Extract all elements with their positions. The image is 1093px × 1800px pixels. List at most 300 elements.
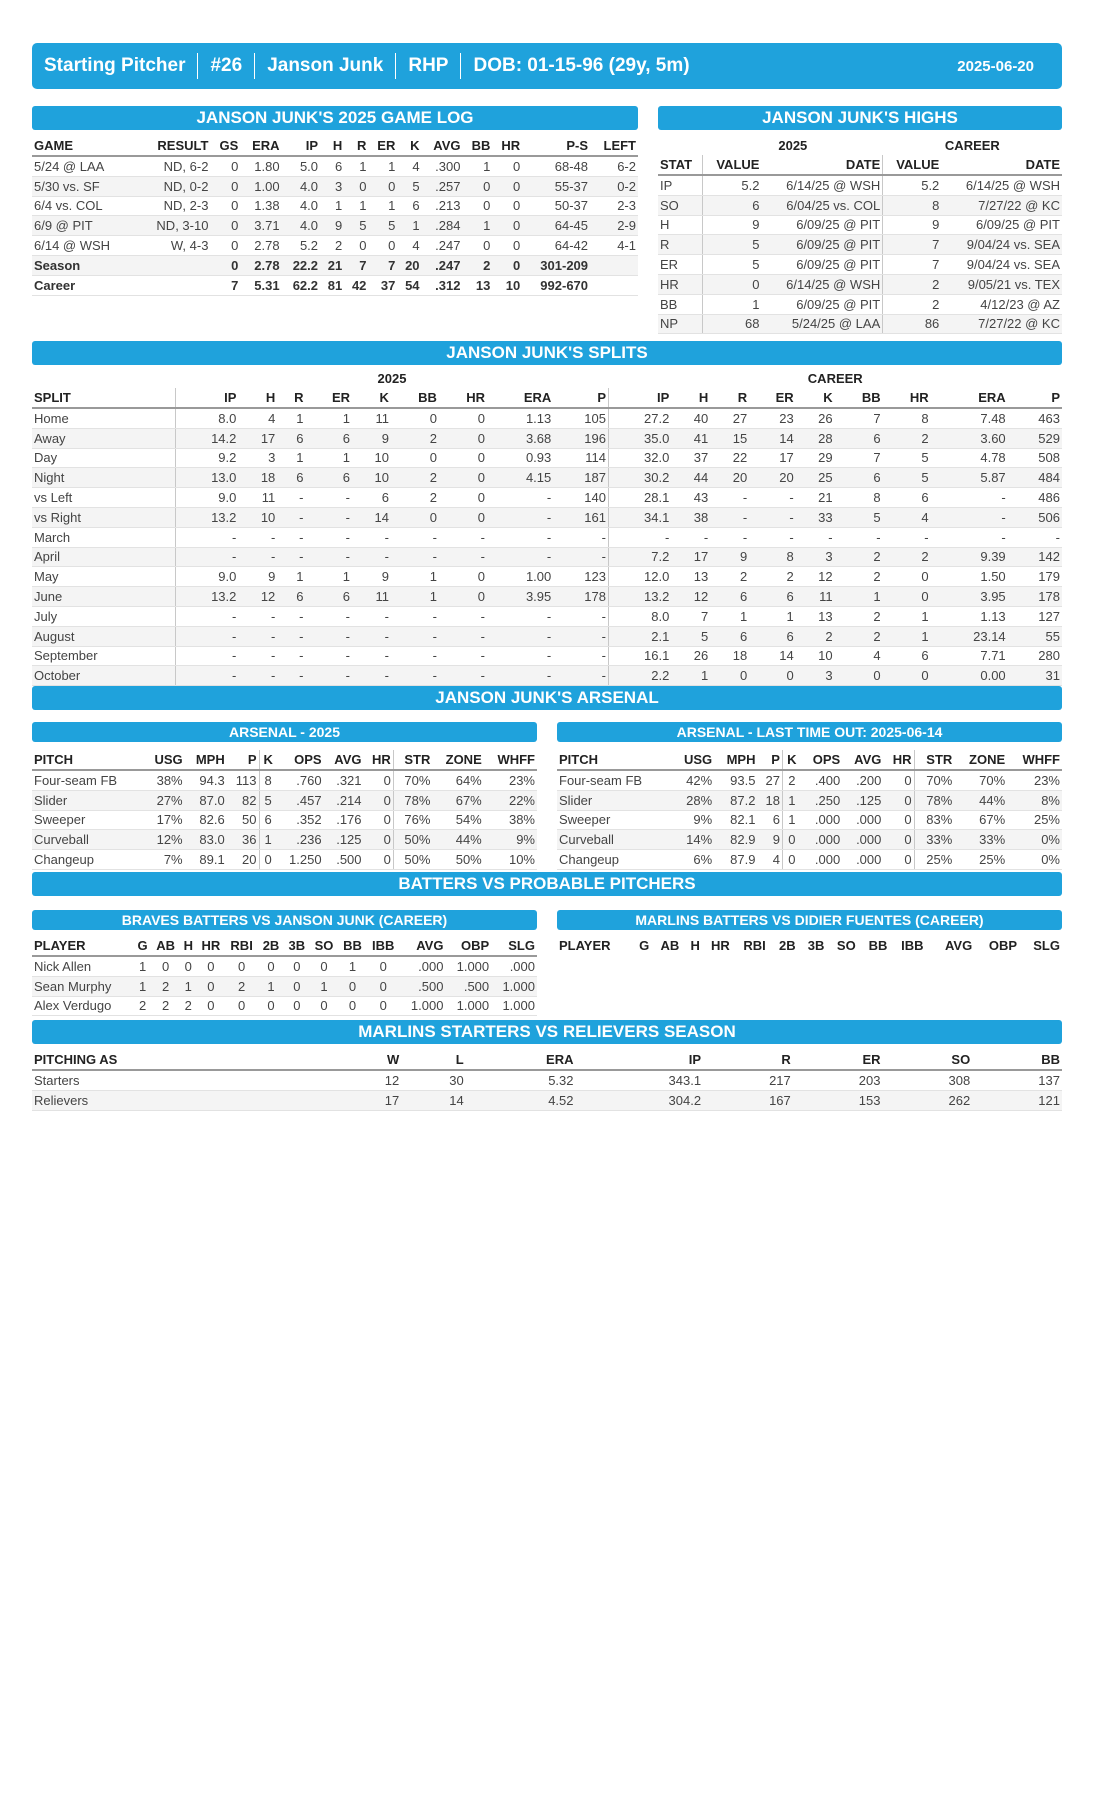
- table-cell: -: [306, 626, 353, 646]
- table-cell: 0: [197, 996, 225, 1016]
- table-cell: -: [391, 606, 439, 626]
- column-header: ER: [793, 1050, 883, 1070]
- table-cell: 28.1: [609, 488, 672, 508]
- table-cell: 4/12/23 @ AZ: [941, 294, 1062, 314]
- table-cell: 1.000: [400, 996, 446, 1016]
- column-header: AVG: [324, 750, 364, 770]
- table-cell: 6: [277, 587, 305, 607]
- game-log-section: [32, 106, 638, 296]
- table-cell: 62.2: [282, 275, 320, 295]
- table-cell: Nick Allen: [32, 956, 134, 976]
- table-cell: .000: [801, 810, 842, 830]
- table-cell: 0: [364, 770, 394, 790]
- table-cell: -: [277, 626, 305, 646]
- table-cell: 6: [306, 587, 353, 607]
- table-cell: -: [553, 646, 608, 666]
- table-cell: 3.71: [240, 216, 281, 236]
- table-cell: 0: [391, 507, 439, 527]
- table-cell: 9: [352, 567, 391, 587]
- column-header: PITCH: [557, 750, 672, 770]
- table-cell: 0: [782, 850, 800, 870]
- table-cell: 179: [1008, 567, 1062, 587]
- table-cell: 0: [368, 236, 397, 256]
- column-header: G: [134, 936, 152, 956]
- table-cell: .214: [324, 790, 364, 810]
- table-cell: R: [658, 235, 703, 255]
- table-cell: 0: [492, 236, 522, 256]
- table-cell: 5: [397, 176, 421, 196]
- table-cell: 38%: [143, 770, 184, 790]
- table-cell: 7.2: [609, 547, 672, 567]
- table-cell: 6/04/25 vs. COL: [761, 195, 882, 215]
- table-cell: 27.2: [609, 408, 672, 428]
- column-header: W: [337, 1050, 401, 1070]
- column-header: SLG: [1033, 938, 1060, 953]
- banner-dob: DOB: 01-15-96 (29y, 5m): [460, 53, 701, 79]
- column-header: IBB: [367, 936, 400, 956]
- column-header: OPS: [801, 750, 842, 770]
- table-cell: 1: [180, 976, 197, 996]
- table-cell: -: [439, 547, 487, 567]
- table-cell: Curveball: [32, 830, 143, 850]
- table-cell: 7/27/22 @ KC: [941, 314, 1062, 334]
- table-cell: HR: [658, 274, 703, 294]
- column-header: GAME: [32, 136, 137, 156]
- table-cell: -: [391, 547, 439, 567]
- banner-role: Starting Pitcher: [44, 55, 186, 76]
- table-cell: 1: [391, 567, 439, 587]
- table-cell: 0: [210, 196, 240, 216]
- table-cell: -: [238, 666, 277, 686]
- table-cell: -: [277, 507, 305, 527]
- table-cell: 1: [368, 196, 397, 216]
- table-cell: 1: [462, 216, 492, 236]
- column-header: PLAYER: [32, 936, 134, 956]
- table-row: [32, 666, 1062, 686]
- table-cell: 70%: [954, 770, 1007, 790]
- table-cell: 2: [320, 236, 344, 256]
- column-header: GS: [210, 136, 240, 156]
- table-cell: 0: [364, 850, 394, 870]
- table-cell: 6/9 @ PIT: [32, 216, 137, 236]
- table-cell: NP: [658, 314, 703, 334]
- table-cell: 142: [1008, 547, 1062, 567]
- table-cell: 6: [757, 810, 782, 830]
- table-cell: 1: [320, 196, 344, 216]
- table-cell: -: [487, 626, 553, 646]
- table-cell: 13: [671, 567, 710, 587]
- highs-group-career: CAREER: [944, 138, 1000, 153]
- column-header: K: [397, 136, 421, 156]
- table-cell: 44%: [954, 790, 1007, 810]
- table-cell: Slider: [32, 790, 143, 810]
- table-row: [658, 294, 1062, 314]
- table-cell: 2-3: [590, 196, 638, 216]
- table-cell: 87.9: [714, 850, 757, 870]
- table-cell: 6: [883, 488, 931, 508]
- table-cell: 0: [344, 176, 368, 196]
- table-cell: 0: [703, 274, 762, 294]
- table-cell: 113: [227, 770, 259, 790]
- table-cell: -: [391, 666, 439, 686]
- table-cell: 10%: [484, 850, 537, 870]
- table-cell: -: [439, 606, 487, 626]
- table-cell: 1: [782, 790, 800, 810]
- table-row: [557, 790, 1062, 810]
- table-cell: Slider: [557, 790, 672, 810]
- table-cell: 0%: [1007, 830, 1062, 850]
- table-cell: 4: [835, 646, 883, 666]
- table-cell: 82.6: [185, 810, 227, 830]
- table-cell: 82.9: [714, 830, 757, 850]
- table-cell: 1.38: [240, 196, 281, 216]
- table-cell: .000: [801, 850, 842, 870]
- table-cell: 20: [397, 255, 421, 275]
- table-cell: Sweeper: [557, 810, 672, 830]
- table-cell: 0: [439, 448, 487, 468]
- table-cell: 41: [671, 428, 710, 448]
- column-header: BB: [391, 388, 439, 408]
- table-cell: 0.93: [487, 448, 553, 468]
- table-cell: -: [609, 527, 672, 547]
- table-cell: 3: [238, 448, 277, 468]
- table-cell: 1: [883, 606, 931, 626]
- column-header: R: [277, 388, 305, 408]
- table-cell: 0: [462, 176, 492, 196]
- column-header: P: [757, 750, 782, 770]
- bvp-section: [32, 872, 1062, 896]
- table-cell: W, 4-3: [137, 236, 210, 256]
- column-header: PITCH: [32, 750, 143, 770]
- column-header: R: [703, 1050, 793, 1070]
- table-cell: .000: [400, 956, 446, 976]
- column-header: IP: [609, 388, 672, 408]
- column-header: ERA: [487, 388, 553, 408]
- table-cell: -: [277, 666, 305, 686]
- column-header: ERA: [240, 136, 281, 156]
- table-cell: 1: [134, 976, 152, 996]
- table-cell: -: [710, 507, 749, 527]
- table-cell: 9: [757, 830, 782, 850]
- table-row: [32, 255, 638, 275]
- table-cell: 89.1: [185, 850, 227, 870]
- table-cell: 9: [883, 215, 942, 235]
- table-cell: 9%: [484, 830, 537, 850]
- table-cell: 7: [883, 255, 942, 275]
- table-cell: 0: [883, 790, 914, 810]
- column-header: AVG: [944, 938, 973, 953]
- table-cell: 2-9: [590, 216, 638, 236]
- table-cell: -: [553, 547, 608, 567]
- table-cell: 28%: [672, 790, 714, 810]
- table-cell: 0: [368, 176, 397, 196]
- table-cell: 1: [258, 976, 284, 996]
- table-cell: 9.39: [931, 547, 1008, 567]
- table-cell: 0-2: [590, 176, 638, 196]
- table-cell: [137, 275, 210, 295]
- table-cell: 301-209: [522, 255, 590, 275]
- table-cell: 17: [337, 1090, 401, 1110]
- table-cell: .500: [400, 976, 446, 996]
- table-cell: 87.2: [714, 790, 757, 810]
- table-row: [658, 255, 1062, 275]
- arsenal-season-section: [32, 722, 537, 870]
- table-cell: -: [306, 646, 353, 666]
- table-cell: -: [931, 527, 1008, 547]
- table-cell: 1: [883, 626, 931, 646]
- table-cell: 4.0: [282, 216, 320, 236]
- table-cell: 203: [793, 1070, 883, 1090]
- table-cell: 0: [883, 587, 931, 607]
- table-cell: 22%: [484, 790, 537, 810]
- table-cell: 14%: [672, 830, 714, 850]
- column-header: P: [227, 750, 259, 770]
- table-cell: 4.0: [282, 196, 320, 216]
- table-cell: .000: [842, 830, 883, 850]
- table-cell: 343.1: [576, 1070, 704, 1090]
- table-cell: 308: [883, 1070, 973, 1090]
- table-cell: 1: [306, 408, 353, 428]
- table-cell: -: [1008, 527, 1062, 547]
- table-cell: 13: [796, 606, 835, 626]
- table-cell: [137, 255, 210, 275]
- table-cell: .213: [422, 196, 463, 216]
- table-cell: 6: [835, 428, 883, 448]
- table-cell: 0: [367, 956, 400, 976]
- table-cell: Changeup: [557, 850, 672, 870]
- arsenal-last-title: ARSENAL - LAST TIME OUT: 2025-06-14: [557, 722, 1062, 742]
- pitcher-banner: [32, 43, 1062, 89]
- table-cell: 8: [749, 547, 796, 567]
- table-cell: -: [306, 527, 353, 547]
- table-cell: 13: [462, 275, 492, 295]
- table-cell: 7: [368, 255, 397, 275]
- table-cell: 2: [883, 294, 942, 314]
- table-cell: 20: [749, 468, 796, 488]
- table-row: [32, 850, 537, 870]
- table-cell: 7%: [143, 850, 184, 870]
- table-row: [557, 850, 1062, 870]
- table-cell: 0: [364, 790, 394, 810]
- table-cell: 29: [796, 448, 835, 468]
- table-row: [557, 770, 1062, 790]
- table-cell: Season: [32, 255, 137, 275]
- table-cell: 6/09/25 @ PIT: [941, 215, 1062, 235]
- table-cell: Day: [32, 448, 176, 468]
- table-cell: 3.95: [487, 587, 553, 607]
- column-header: MPH: [185, 750, 227, 770]
- table-cell: -: [352, 606, 391, 626]
- table-cell: 4: [397, 156, 421, 176]
- table-cell: 1: [259, 830, 277, 850]
- table-cell: 20: [227, 850, 259, 870]
- table-cell: 4: [397, 236, 421, 256]
- arsenal-title: JANSON JUNK'S ARSENAL: [32, 686, 1062, 710]
- table-cell: 14: [749, 428, 796, 448]
- table-cell: 8: [883, 195, 942, 215]
- table-cell: 5.32: [466, 1070, 576, 1090]
- table-cell: 992-670: [522, 275, 590, 295]
- table-cell: 42: [344, 275, 368, 295]
- table-cell: 1: [306, 567, 353, 587]
- table-cell: 18: [710, 646, 749, 666]
- table-cell: 2.78: [240, 236, 281, 256]
- table-cell: 0: [462, 236, 492, 256]
- table-row: [658, 175, 1062, 195]
- table-cell: -: [277, 488, 305, 508]
- table-cell: 14.2: [176, 428, 239, 448]
- table-cell: 23%: [484, 770, 537, 790]
- table-cell: 5: [368, 216, 397, 236]
- table-cell: 76%: [393, 810, 432, 830]
- table-cell: -: [238, 646, 277, 666]
- table-cell: -: [176, 666, 239, 686]
- table-cell: -: [553, 626, 608, 646]
- table-cell: 178: [553, 587, 608, 607]
- column-header: STR: [914, 750, 954, 770]
- table-cell: 0: [338, 976, 366, 996]
- table-cell: .457: [277, 790, 324, 810]
- table-cell: 9: [238, 567, 277, 587]
- table-cell: 27%: [143, 790, 184, 810]
- table-row: [32, 770, 537, 790]
- table-cell: 18: [757, 790, 782, 810]
- table-cell: 10: [238, 507, 277, 527]
- table-cell: 40: [671, 408, 710, 428]
- table-cell: Night: [32, 468, 176, 488]
- table-cell: 0: [749, 666, 796, 686]
- table-cell: 64%: [432, 770, 483, 790]
- table-cell: -: [487, 547, 553, 567]
- table-cell: .312: [422, 275, 463, 295]
- column-header: ER: [368, 136, 397, 156]
- table-cell: -: [238, 527, 277, 547]
- table-cell: 23.14: [931, 626, 1008, 646]
- column-header: SLG: [491, 936, 537, 956]
- column-header: USG: [143, 750, 184, 770]
- table-cell: 2: [151, 996, 179, 1016]
- column-header: IP: [576, 1050, 704, 1070]
- table-cell: 9.0: [176, 567, 239, 587]
- table-row: [32, 488, 1062, 508]
- table-cell: 1: [310, 976, 339, 996]
- table-cell: 10: [492, 275, 522, 295]
- table-row: [32, 790, 537, 810]
- table-cell: 484: [1008, 468, 1062, 488]
- splits-table: [32, 369, 1062, 686]
- table-cell: 0: [210, 255, 240, 275]
- table-cell: 0%: [1007, 850, 1062, 870]
- table-cell: vs Right: [32, 507, 176, 527]
- table-cell: .760: [277, 770, 324, 790]
- table-cell: 0: [180, 956, 197, 976]
- table-cell: 9/04/24 vs. SEA: [941, 235, 1062, 255]
- table-cell: 1: [134, 956, 152, 976]
- table-cell: 0: [258, 956, 284, 976]
- table-cell: 5.2: [883, 175, 942, 195]
- table-cell: 28: [796, 428, 835, 448]
- table-cell: 1: [782, 810, 800, 830]
- table-cell: 0: [492, 216, 522, 236]
- table-cell: 486: [1008, 488, 1062, 508]
- table-cell: 187: [553, 468, 608, 488]
- column-header: SO: [836, 938, 856, 953]
- table-cell: 1: [391, 587, 439, 607]
- table-cell: 7: [835, 448, 883, 468]
- table-row: [32, 1070, 1062, 1090]
- table-cell: 78%: [393, 790, 432, 810]
- table-cell: 94.3: [185, 770, 227, 790]
- table-cell: 13.2: [176, 507, 239, 527]
- table-cell: 55-37: [522, 176, 590, 196]
- table-cell: -: [306, 547, 353, 567]
- table-cell: 27: [710, 408, 749, 428]
- table-cell: 1: [749, 606, 796, 626]
- table-cell: 11: [352, 587, 391, 607]
- table-cell: 6: [259, 810, 277, 830]
- table-row: [32, 448, 1062, 468]
- column-header: AB: [151, 936, 179, 956]
- table-cell: 1: [277, 448, 305, 468]
- starters-relievers-section: [32, 1020, 1062, 1111]
- table-cell: .300: [422, 156, 463, 176]
- table-cell: 5.87: [931, 468, 1008, 488]
- table-cell: .200: [842, 770, 883, 790]
- column-header: G: [639, 938, 650, 953]
- table-cell: IP: [658, 175, 703, 195]
- table-cell: -: [277, 606, 305, 626]
- table-cell: 64-42: [522, 236, 590, 256]
- table-cell: 6-2: [590, 156, 638, 176]
- table-cell: 1: [710, 606, 749, 626]
- table-cell: 8: [883, 408, 931, 428]
- table-cell: 140: [553, 488, 608, 508]
- table-cell: 21: [796, 488, 835, 508]
- table-cell: 44: [671, 468, 710, 488]
- table-cell: 2: [835, 547, 883, 567]
- table-cell: 0: [197, 956, 225, 976]
- table-cell: 22.2: [282, 255, 320, 275]
- table-cell: -: [352, 527, 391, 547]
- highs-table: [658, 136, 1062, 334]
- table-cell: 153: [793, 1090, 883, 1110]
- table-cell: 54%: [432, 810, 483, 830]
- table-cell: 50%: [393, 830, 432, 850]
- table-cell: 2: [883, 274, 942, 294]
- table-cell: -: [796, 527, 835, 547]
- table-cell: -: [883, 527, 931, 547]
- column-header: H: [671, 388, 710, 408]
- game-log-title: JANSON JUNK'S 2025 GAME LOG: [32, 106, 638, 130]
- table-cell: -: [352, 666, 391, 686]
- starters-relievers-title: MARLINS STARTERS VS RELIEVERS SEASON: [32, 1020, 1062, 1044]
- table-cell: .000: [842, 850, 883, 870]
- table-cell: -: [439, 666, 487, 686]
- table-cell: 0: [439, 567, 487, 587]
- column-header: HR: [883, 750, 914, 770]
- table-cell: 6: [306, 428, 353, 448]
- table-cell: BB: [658, 294, 703, 314]
- table-cell: 6/14/25 @ WSH: [941, 175, 1062, 195]
- table-cell: 6%: [672, 850, 714, 870]
- table-row: [32, 408, 1062, 428]
- table-cell: 6: [397, 196, 421, 216]
- table-cell: 0: [883, 666, 931, 686]
- table-cell: 25%: [1007, 810, 1062, 830]
- column-header: AB: [660, 938, 680, 953]
- table-cell: 2: [835, 567, 883, 587]
- table-cell: Home: [32, 408, 176, 428]
